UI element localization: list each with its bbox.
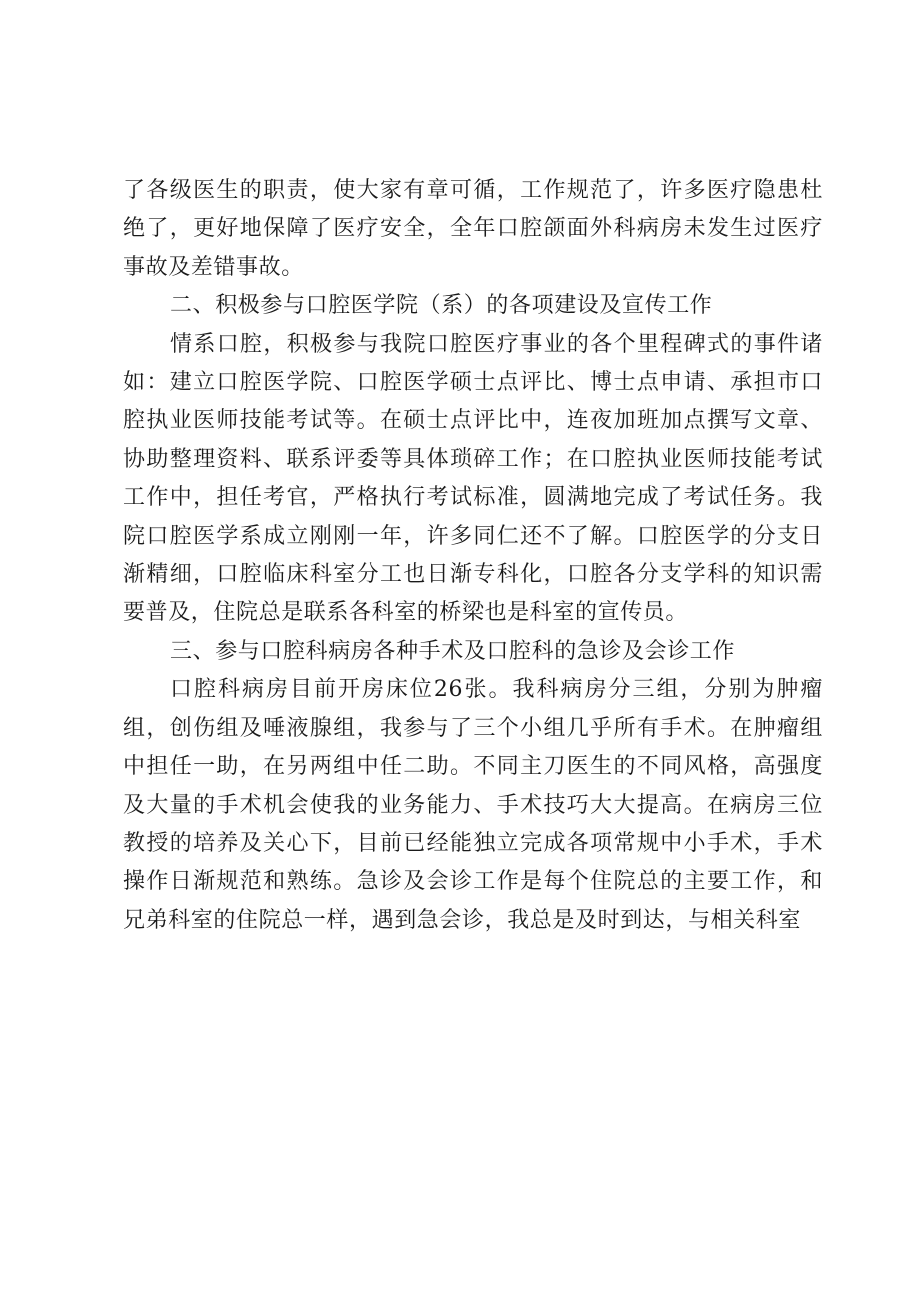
paragraph-section-2: 情系口腔，积极参与我院口腔医疗事业的各个里程碑式的事件诸如：建立口腔医学院、口腔医学硕士点评比、博士点申请、承担市口腔执业医师技能考试等。在硕士点评比中，连夜加班加点撰写文章、协助整理资料、联系评委等具体琐碎工作；在口腔执业医师技能考试工作中，担任考官，严格执行考试标准，圆满地完成了考试任务。我院口腔医学系成立刚刚一年，许多同仁还不了解。口腔医学的分支日渐精细，口腔临床科室分工也日渐专科化，口腔各分支学科的知识需要普及，住院总是联系各科室的桥梁也是科室的宣传员。 [123,331,823,626]
paragraph-section-3: 口腔科病房目前开房床位26张。我科病房分三组，分别为肿瘤组，创伤组及唾液腺组，我参与了三个小组几乎所有手术。在肿瘤组中担任一助，在另两组中任二助。不同主刀医生的不同风格，高强度及大量的手术机会使我的业务能力、手术技巧大大提高。在病房三位教授的培养及关心下，目前已经能独立完成各项常规中小手术，手术操作日渐规范和熟练。急诊及会诊工作是每个住院总的主要工作，和兄弟科室的住院总一样，遇到急会诊，我总是及时到达，与相关科室 [123,677,823,933]
paragraph-continuation: 了各级医生的职责，使大家有章可循，工作规范了，许多医疗隐患杜绝了，更好地保障了医疗安全，全年口腔颌面外科病房未发生过医疗事故及差错事故。 [123,178,823,280]
section-heading-3: 三、参与口腔科病房各种手术及口腔科的急诊及会诊工作 [170,638,736,664]
section-heading-2: 二、积极参与口腔医学院（系）的各项建设及宣传工作 [170,293,713,319]
document-body [123,172,823,940]
